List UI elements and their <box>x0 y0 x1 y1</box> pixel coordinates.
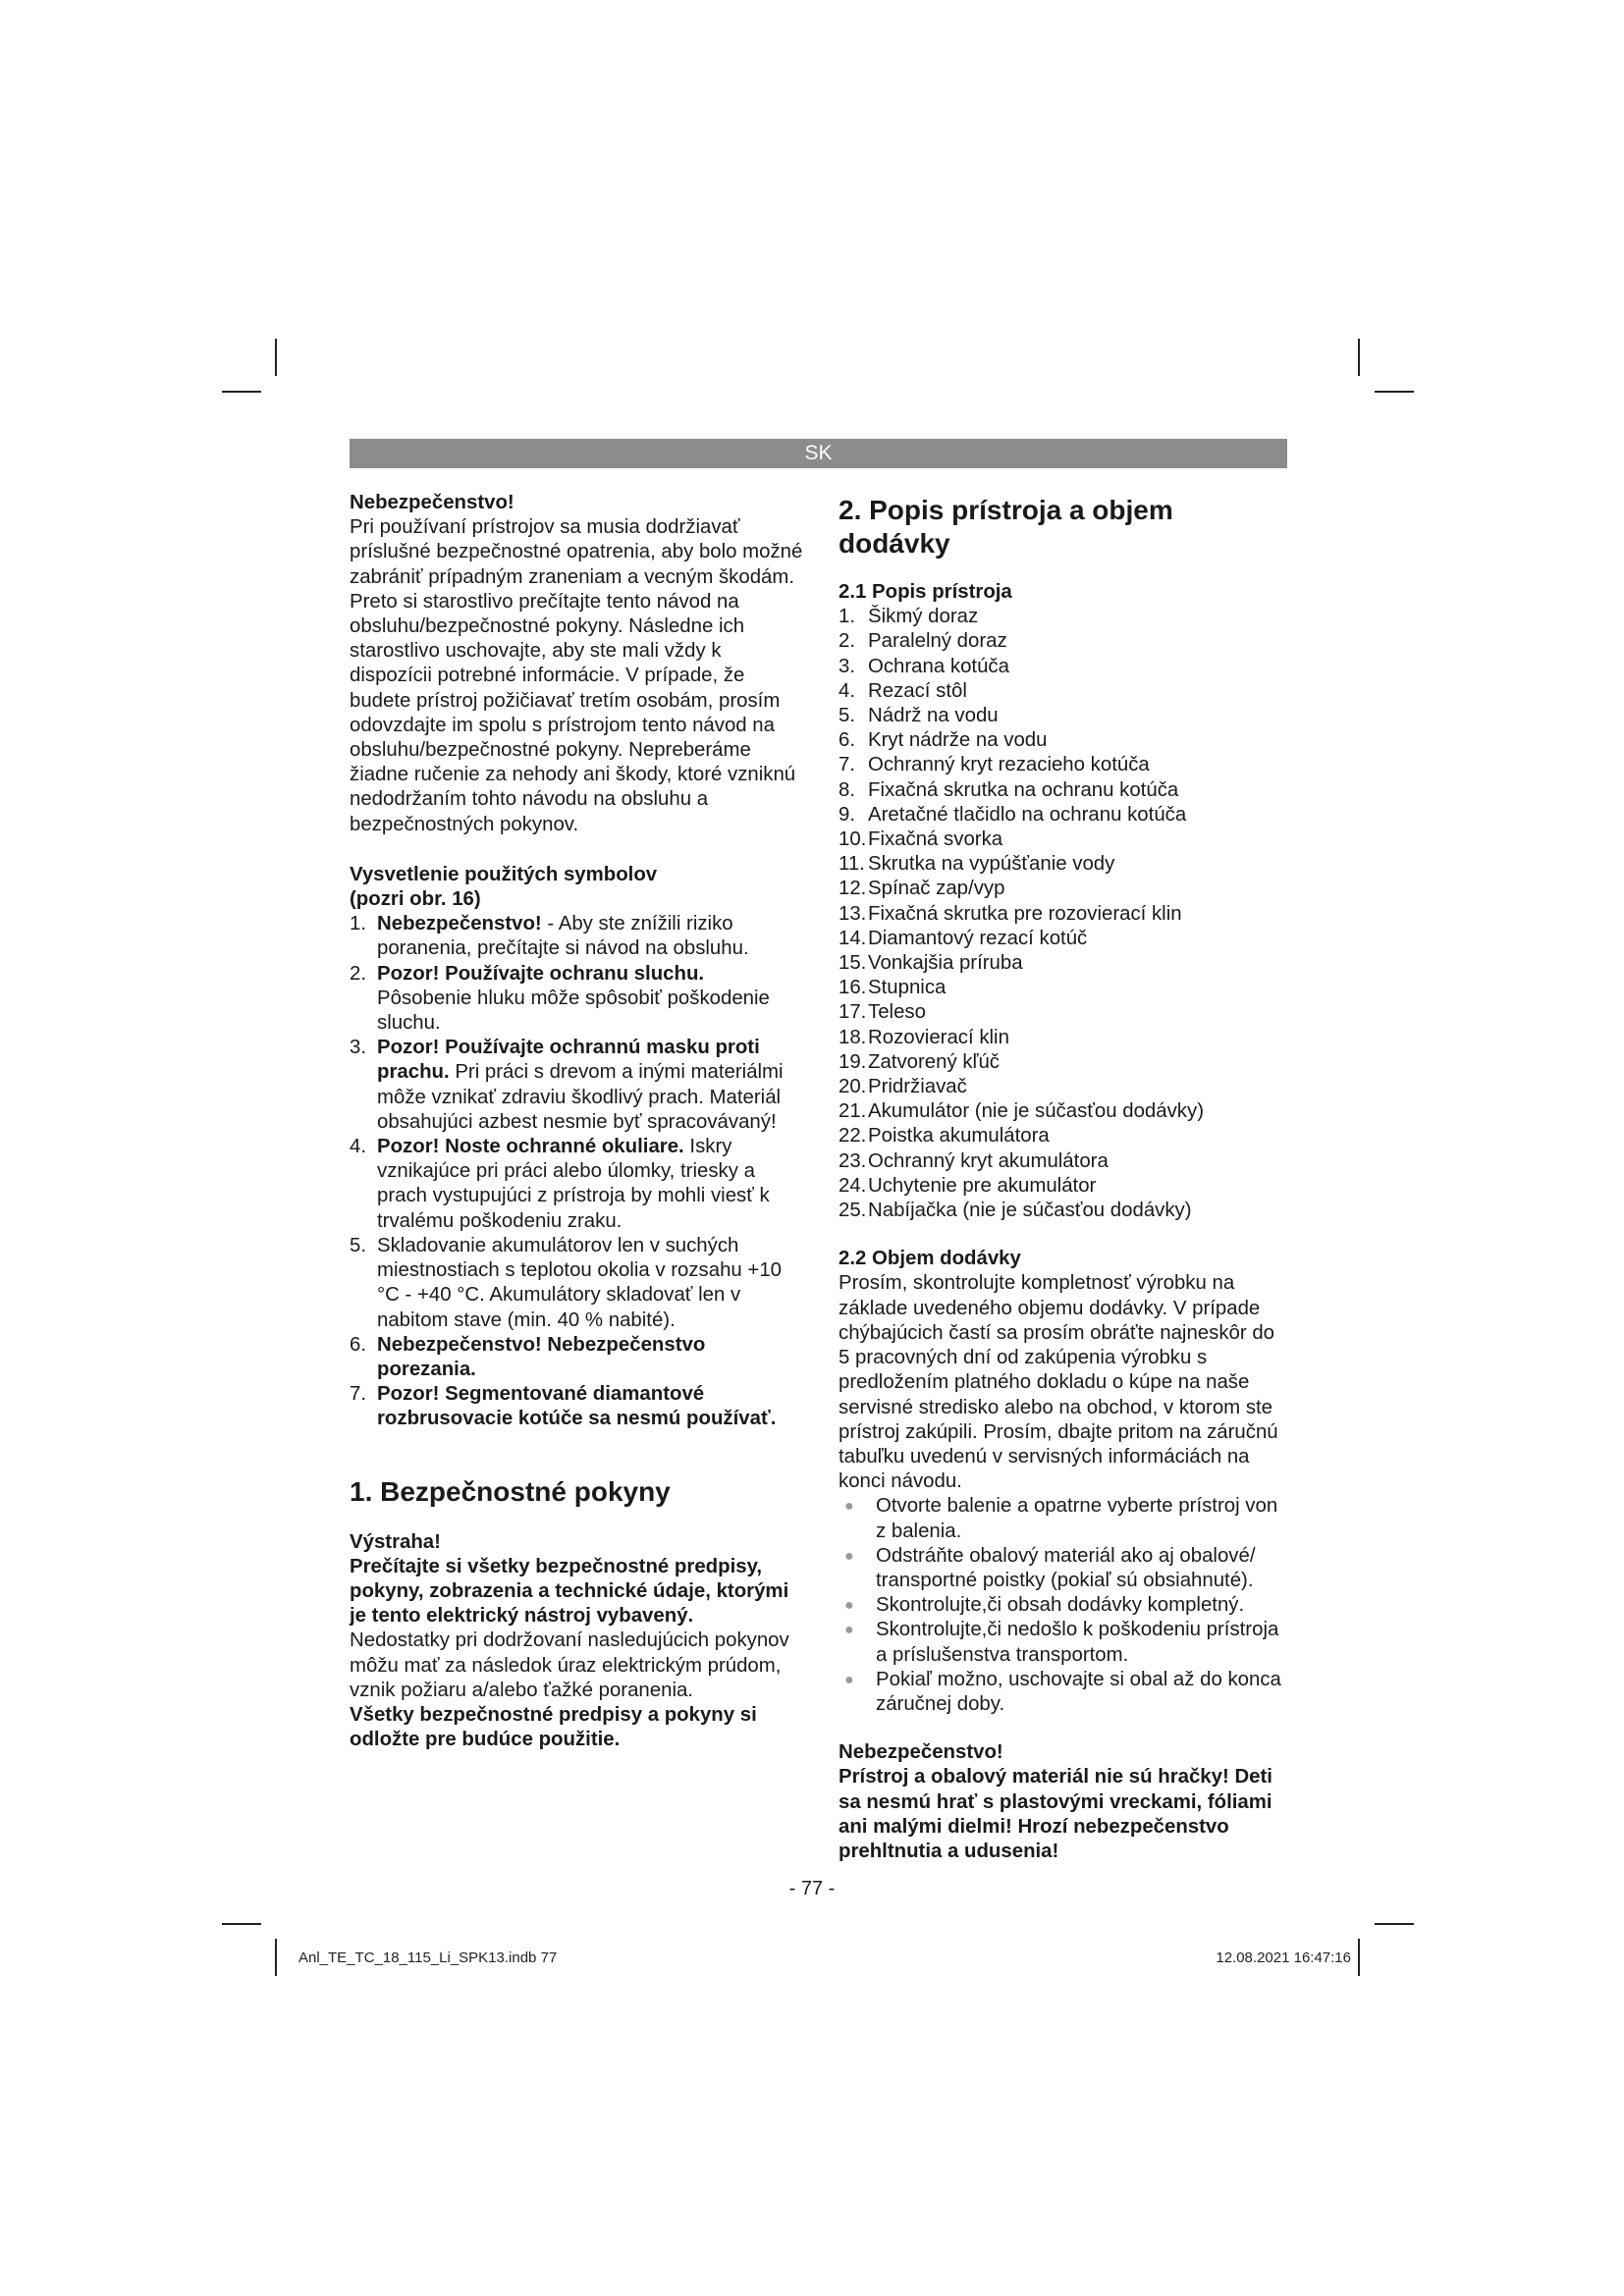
part-label: Nádrž na vodu <box>868 705 999 727</box>
part-label: Teleso <box>868 1001 926 1024</box>
part-number: 16. <box>839 977 867 999</box>
part-label: Stupnica <box>868 977 947 999</box>
danger-2-text: Prístroj a obalový materiál nie sú hračky! Deti sa nesmú hrať s plastovými vreckami, fóliami ani malými dielmi! Hrozí nebezpečenstvo prehltnutia a udusenia! <box>839 1766 1272 1862</box>
part-label: Ochrana kotúča <box>868 655 1009 677</box>
part-item <box>839 976 1287 1000</box>
subsection-2-2-title: 2.2 Objem dodávky <box>839 1248 1021 1270</box>
symbol-item <box>350 912 803 961</box>
part-label: Aretačné tlačidlo na ochranu kotúča <box>868 803 1187 826</box>
part-item <box>839 1075 1287 1099</box>
symbol-item-number: 4. <box>350 1136 367 1158</box>
warning-bold-text: Prečítajte si všetky bezpečnostné predpisy, pokyny, zobrazenia a technické údaje, ktorými je tento elektrický nástroj vybavený. <box>350 1555 789 1628</box>
part-item <box>839 778 1287 803</box>
part-item <box>839 1050 1287 1075</box>
part-number: 23. <box>839 1149 867 1172</box>
right-column <box>839 491 1287 1864</box>
symbols-list <box>350 912 803 1431</box>
part-item <box>839 728 1287 753</box>
symbol-item-bold: Pozor! Noste ochranné okuliare. <box>377 1136 684 1158</box>
delivery-bullets <box>839 1494 1287 1717</box>
part-label: Šikmý doraz <box>868 606 979 628</box>
part-label: Paralelný doraz <box>868 630 1007 653</box>
part-number: 22. <box>839 1125 867 1148</box>
symbol-item-number: 2. <box>350 962 367 985</box>
part-label: Vonkajšia príruba <box>868 952 1023 975</box>
part-item <box>839 927 1287 951</box>
part-number: 2. <box>839 630 856 653</box>
part-number: 15. <box>839 952 867 975</box>
part-label: Ochranný kryt akumulátora <box>868 1149 1109 1172</box>
part-number: 6. <box>839 729 856 752</box>
part-number: 10. <box>839 828 867 851</box>
symbols-subheading: (pozri obr. 16) <box>350 888 481 911</box>
part-number: 21. <box>839 1100 867 1123</box>
part-label: Skrutka na vypúšťanie vody <box>868 853 1115 876</box>
crop-mark <box>222 1923 261 1925</box>
part-item <box>839 704 1287 728</box>
warning-text: Nedostatky pri dodržovaní nasledujúcich pokynov môžu mať za následok úraz elektrickým prúdom, vznik požiaru a/alebo ťažké poranenia. <box>350 1629 789 1701</box>
part-label: Rozovierací klin <box>868 1026 1009 1048</box>
part-number: 17. <box>839 1001 867 1024</box>
symbol-item-text: - Aby ste znížili riziko poranenia, prečítajte si návod na obsluhu. <box>377 913 749 960</box>
part-label: Fixačná skrutka na ochranu kotúča <box>868 778 1179 801</box>
part-label: Poistka akumulátora <box>868 1125 1050 1148</box>
part-number: 4. <box>839 679 856 702</box>
symbol-item-text: Skladovanie akumulátorov len v suchých miestnostiach s teplotou okolia v rozsahu +10 °C - +40 °C. Akumulátory skladovať len v nabitom stave (min. 40 % nabité). <box>377 1234 783 1331</box>
delivery-bullet-text: Skontrolujte,či nedošlo k poškodeniu prístroja a príslušenstva transportom. <box>876 1619 1279 1666</box>
symbol-item <box>350 1382 803 1431</box>
delivery-bullet-item <box>839 1593 1287 1618</box>
part-number: 18. <box>839 1026 867 1048</box>
left-column <box>350 491 803 1752</box>
part-label: Uchytenie pre akumulátor <box>868 1174 1097 1197</box>
crop-mark <box>222 391 261 393</box>
part-item <box>839 1124 1287 1148</box>
bullet-icon: ● <box>844 1547 854 1565</box>
part-item <box>839 679 1287 704</box>
symbol-item-number: 7. <box>350 1383 367 1406</box>
danger-heading: Nebezpečenstvo! <box>350 492 514 513</box>
subsection-2-1-title: 2.1 Popis prístroja <box>839 581 1012 603</box>
symbol-item <box>350 1333 803 1382</box>
crop-mark <box>275 1939 277 1976</box>
part-number: 7. <box>839 754 856 776</box>
part-number: 14. <box>839 927 867 949</box>
part-item <box>839 902 1287 927</box>
symbol-item-bold: Pozor! Používajte ochrannú masku proti prachu. <box>377 1037 760 1084</box>
part-label: Spínač zap/vyp <box>868 878 1005 900</box>
delivery-bullet-item <box>839 1618 1287 1667</box>
crop-mark <box>1358 1939 1360 1976</box>
part-item <box>839 1026 1287 1050</box>
part-label: Pridržiavač <box>868 1076 967 1098</box>
part-item <box>839 605 1287 629</box>
part-item <box>839 877 1287 901</box>
part-label: Fixačná svorka <box>868 828 1003 851</box>
symbol-item-number: 5. <box>350 1234 367 1256</box>
symbols-heading: Vysvetlenie použitých symbolov <box>350 863 658 885</box>
delivery-bullet-item <box>839 1544 1287 1593</box>
part-item <box>839 803 1287 828</box>
part-item <box>839 951 1287 976</box>
delivery-bullet-text: Otvorte balenie a opatrne vyberte prístroj von z balenia. <box>876 1495 1278 1542</box>
symbol-item-bold: Pozor! Segmentované diamantové rozbrusovacie kotúče sa nesmú používať. <box>377 1383 777 1430</box>
part-number: 9. <box>839 803 856 826</box>
part-number: 3. <box>839 655 856 677</box>
part-item <box>839 655 1287 679</box>
delivery-bullet-item <box>839 1668 1287 1717</box>
delivery-bullet-item <box>839 1494 1287 1543</box>
part-number: 20. <box>839 1076 867 1098</box>
symbol-item <box>350 1135 803 1234</box>
part-number: 24. <box>839 1174 867 1197</box>
symbol-item-number: 6. <box>350 1333 367 1356</box>
part-item <box>839 753 1287 777</box>
part-label: Akumulátor (nie je súčasťou dodávky) <box>868 1100 1204 1123</box>
part-item <box>839 1000 1287 1025</box>
page-number: - 77 - <box>788 1878 836 1899</box>
bullet-icon: ● <box>844 1498 854 1516</box>
part-item <box>839 1199 1287 1223</box>
part-item <box>839 852 1287 877</box>
part-label: Kryt nádrže na vodu <box>868 729 1048 752</box>
crop-mark <box>275 339 277 376</box>
language-code: SK <box>804 442 833 464</box>
delivery-bullet-text: Pokiaľ možno, uschovajte si obal až do konca záručnej doby. <box>876 1668 1281 1715</box>
footer-timestamp: 12.08.2021 16:47:16 <box>1216 1949 1351 1966</box>
part-label: Zatvorený kľúč <box>868 1050 1001 1073</box>
crop-mark <box>1375 391 1414 393</box>
section-1-title: 1. Bezpečnostné pokyny <box>350 1475 671 1507</box>
symbol-item <box>350 1036 803 1135</box>
symbol-item-number: 3. <box>350 1037 367 1059</box>
delivery-bullet-text: Skontrolujte,či obsah dodávky kompletný. <box>876 1594 1245 1617</box>
part-item <box>839 1174 1287 1199</box>
symbol-item <box>350 962 803 1037</box>
part-item <box>839 629 1287 654</box>
footer-filename: Anl_TE_TC_18_115_Li_SPK13.indb 77 <box>298 1949 558 1966</box>
part-number: 12. <box>839 878 867 900</box>
part-number: 8. <box>839 778 856 801</box>
parts-list <box>839 605 1287 1223</box>
symbol-item-bold: Pozor! Používajte ochranu sluchu. <box>377 962 705 985</box>
warning-heading: Výstraha! <box>350 1530 441 1553</box>
bullet-icon: ● <box>844 1597 854 1615</box>
danger-paragraph: Pri používaní prístrojov sa musia dodržiavať príslušné bezpečnostné opatrenia, aby bolo možné zabrániť prípadným zraneniam a vecným škodám. Preto si starostlivo prečítajte tento návod na obsluhu/bezpečnostné pokyny. Následne ich starostlivo uschovajte, aby ste mali vždy k dispozícii potrebné informácie. V prípade, že budete prístroj požičiavať tretím osobám, prosím odovzdajte im spolu s prístrojom tento návod na obsluhu/bezpečnostné pokyny. Nepreberáme žiadne ručenie za nehody ani škody, ktoré vzniknú nedodržaním tohto návodu na obsluhu a bezpečnostných pokynov. <box>350 516 803 835</box>
section-2-title: 2. Popis prístroja a objem dodávky <box>839 495 1173 559</box>
part-number: 1. <box>839 606 856 628</box>
part-item <box>839 1099 1287 1124</box>
symbol-item-text: Iskry vznikajúce pri práci alebo úlomky, triesky a prach vystupujúci z prístroja by mohli viesť k trvalému poškodeniu zraku. <box>377 1136 770 1232</box>
part-number: 11. <box>839 853 865 876</box>
danger-2-heading: Nebezpečenstvo! <box>839 1741 1003 1764</box>
symbol-item <box>350 1234 803 1333</box>
part-item <box>839 1149 1287 1174</box>
symbol-item-text: Pri práci s drevom a inými materiálmi môže vznikať zdraviu škodlivý prach. Materiál obsahujúci azbest nesmie byť spracovávaný! <box>377 1061 784 1133</box>
delivery-bullet-text: Odstráňte obalový materiál ako aj obalové/ transportné poistky (pokiaľ sú obsiahnuté). <box>876 1544 1256 1591</box>
symbol-item-bold: Nebezpečenstvo! <box>377 913 542 935</box>
symbol-item-number: 1. <box>350 913 367 935</box>
bullet-icon: ● <box>844 1622 854 1639</box>
language-header-bar <box>350 439 1287 468</box>
part-number: 5. <box>839 705 856 727</box>
part-label: Ochranný kryt rezacieho kotúča <box>868 754 1150 776</box>
part-label: Nabíjačka (nie je súčasťou dodávky) <box>868 1200 1192 1222</box>
part-number: 25. <box>839 1200 867 1222</box>
bullet-icon: ● <box>844 1671 854 1688</box>
part-label: Fixačná skrutka pre rozovierací klin <box>868 902 1182 925</box>
part-number: 13. <box>839 902 867 925</box>
part-label: Diamantový rezací kotúč <box>868 927 1088 949</box>
delivery-paragraph: Prosím, skontrolujte kompletnosť výrobku na základe uvedeného objemu dodávky. V prípade chýbajúcich častí sa prosím obráťte najneskôr do 5 pracovných dní od zakúpenia výrobku s predložením platného dokladu o kúpe na naše servisné stredisko alebo na obchod, v ktorom ste prístroj zakúpili. Prosím, dbajte pritom na záručnú tabuľku uvedenú v servisných informáciách na konci návodu. <box>839 1272 1278 1493</box>
warning-bold-text-2: Všetky bezpečnostné predpisy a pokyny si odložte pre budúce použitie. <box>350 1703 757 1751</box>
crop-mark <box>1358 339 1360 376</box>
part-number: 19. <box>839 1050 867 1073</box>
part-label: Rezací stôl <box>868 679 967 702</box>
part-item <box>839 828 1287 852</box>
symbol-item-bold: Nebezpečenstvo! Nebezpečenstvo porezania. <box>377 1333 706 1380</box>
symbol-item-text: Pôsobenie hluku môže spôsobiť poškodenie sluchu. <box>377 987 770 1035</box>
crop-mark <box>1375 1923 1414 1925</box>
